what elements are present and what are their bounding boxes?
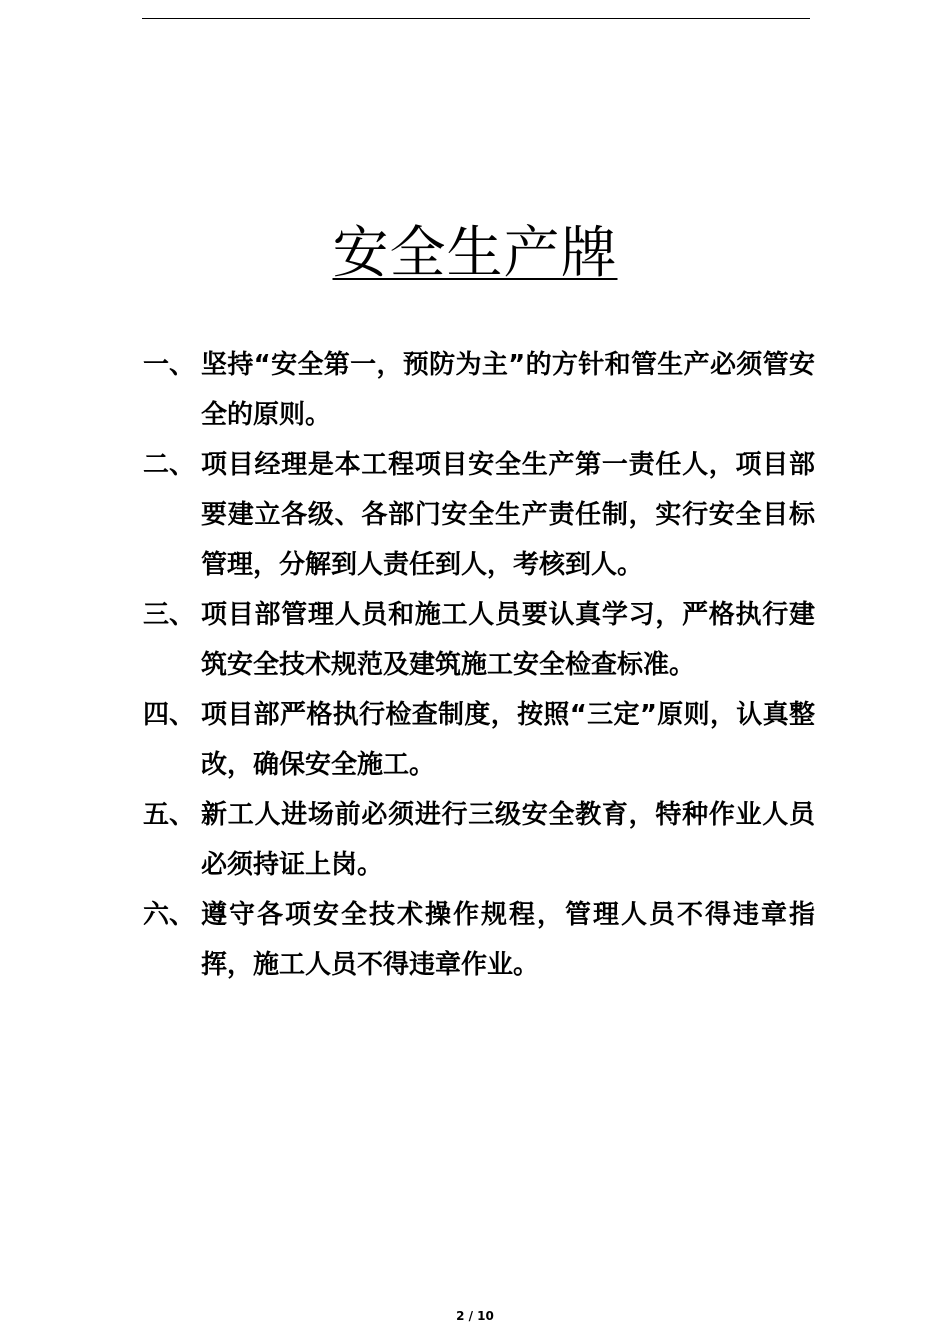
rule-number: 一、 — [143, 350, 196, 380]
rule-number: 五、 — [143, 800, 196, 830]
rule-number: 二、 — [143, 450, 196, 480]
rule-item — [143, 440, 815, 590]
rules-list — [143, 340, 815, 990]
rule-item — [143, 690, 815, 790]
rule-item — [143, 340, 815, 440]
rule-number: 四、 — [143, 700, 196, 730]
rule-number: 三、 — [143, 600, 196, 630]
document-title-text: 安全生产牌 — [332, 221, 618, 286]
header-rule — [142, 18, 810, 19]
rule-text: 项目经理是本工程项目安全生产第一责任人，项目部要建立各级、各部门安全生产责任制，实行安全目标管理，分解到人责任到人，考核到人。 — [201, 450, 815, 580]
rule-item — [143, 790, 815, 890]
rule-text: 项目部严格执行检查制度，按照“三定”原则，认真整改，确保安全施工。 — [201, 700, 815, 780]
rule-text: 遵守各项安全技术操作规程，管理人员不得违章指挥，施工人员不得违章作业。 — [201, 900, 815, 980]
rule-number: 六、 — [143, 900, 196, 930]
rule-text: 项目部管理人员和施工人员要认真学习，严格执行建筑安全技术规范及建筑施工安全检查标准。 — [201, 600, 815, 680]
rule-item — [143, 590, 815, 690]
page-number: 2 / 10 — [456, 1309, 494, 1323]
document-title — [0, 222, 950, 286]
rule-item — [143, 890, 815, 990]
rule-text: 新工人进场前必须进行三级安全教育，特种作业人员必须持证上岗。 — [201, 800, 815, 880]
rule-text: 坚持“安全第一，预防为主”的方针和管生产必须管安全的原则。 — [201, 350, 815, 430]
